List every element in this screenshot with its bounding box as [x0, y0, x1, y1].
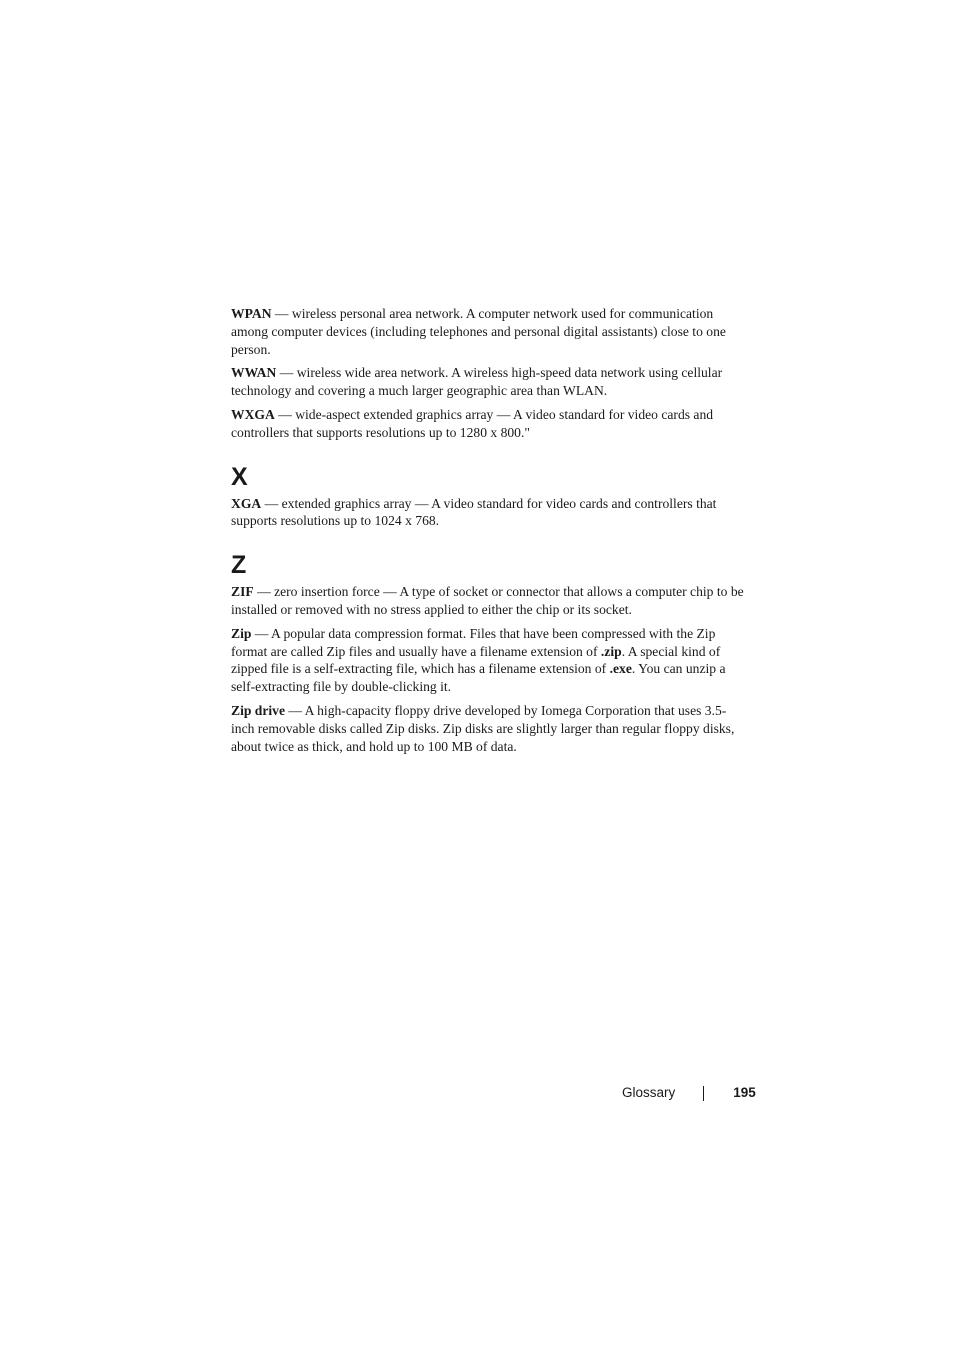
entry-term: Zip [231, 625, 252, 641]
entries-x [231, 495, 745, 531]
entry-term: Zip drive [231, 702, 286, 718]
section-heading-x: X [231, 462, 248, 491]
entry-definition: — zero insertion force — A type of socket or connector that allows a computer chip to be installed or removed with no stress applied to either the chip or its socket. [231, 584, 744, 617]
entry-term: ZIF [231, 584, 254, 600]
entry-definition-part: . A special kind of zipped file is a self-extracting file, which has a filename extension of [231, 643, 721, 677]
glossary-entry-wpan [231, 305, 745, 358]
footer-divider [703, 1086, 704, 1101]
entry-definition: — wireless personal area network. A computer network used for communication among computer devices (including telephones and personal digital assistants) close to one person. [231, 306, 726, 357]
entry-definition-part: . You can unzip a self-extracting file by double-clicking it. [231, 661, 726, 695]
page-footer [622, 1084, 756, 1102]
file-extension-exe: .exe [609, 661, 632, 677]
entry-definition: — wide-aspect extended graphics array — A video standard for video cards and controllers that supports resolutions up to 1280 x 800." [231, 406, 714, 440]
entry-term: XGA [231, 495, 262, 511]
entry-definition-part: — A popular data compression format. Files that have been compressed with the Zip format are called Zip files and usually have a filename extension of [231, 625, 716, 659]
entry-term: WPAN [231, 306, 272, 321]
glossary-entry-xga [231, 495, 745, 531]
glossary-entry-zip [231, 625, 745, 696]
entry-definition: — extended graphics array — A video standard for video cards and controllers that supports resolutions up to 1024 x 768. [231, 495, 717, 529]
entries-w [231, 305, 745, 442]
entry-term: WXGA [231, 406, 275, 422]
entry-definition: — wireless wide area network. A wireless high-speed data network using cellular technology and covering a much larger geographic area than WLAN. [231, 365, 723, 399]
entry-definition: — A high-capacity floppy drive developed by Iomega Corporation that uses 3.5-inch removable disks called Zip disks. Zip disks are slightly larger than regular floppy disks, about twice as thick, and hold up to 100 MB of data. [231, 702, 735, 754]
glossary-entry-zif [231, 583, 745, 619]
footer-section-label: Glossary [622, 1085, 676, 1100]
glossary-entry-wwan [231, 364, 745, 400]
entries-z [231, 583, 745, 755]
glossary-content [231, 305, 745, 761]
file-extension-zip: .zip [600, 643, 622, 659]
section-heading-z: Z [231, 551, 247, 580]
page-number: 195 [733, 1085, 756, 1100]
entry-term: WWAN [231, 365, 277, 381]
glossary-entry-wxga [231, 406, 745, 442]
glossary-entry-zip-drive [231, 702, 745, 755]
